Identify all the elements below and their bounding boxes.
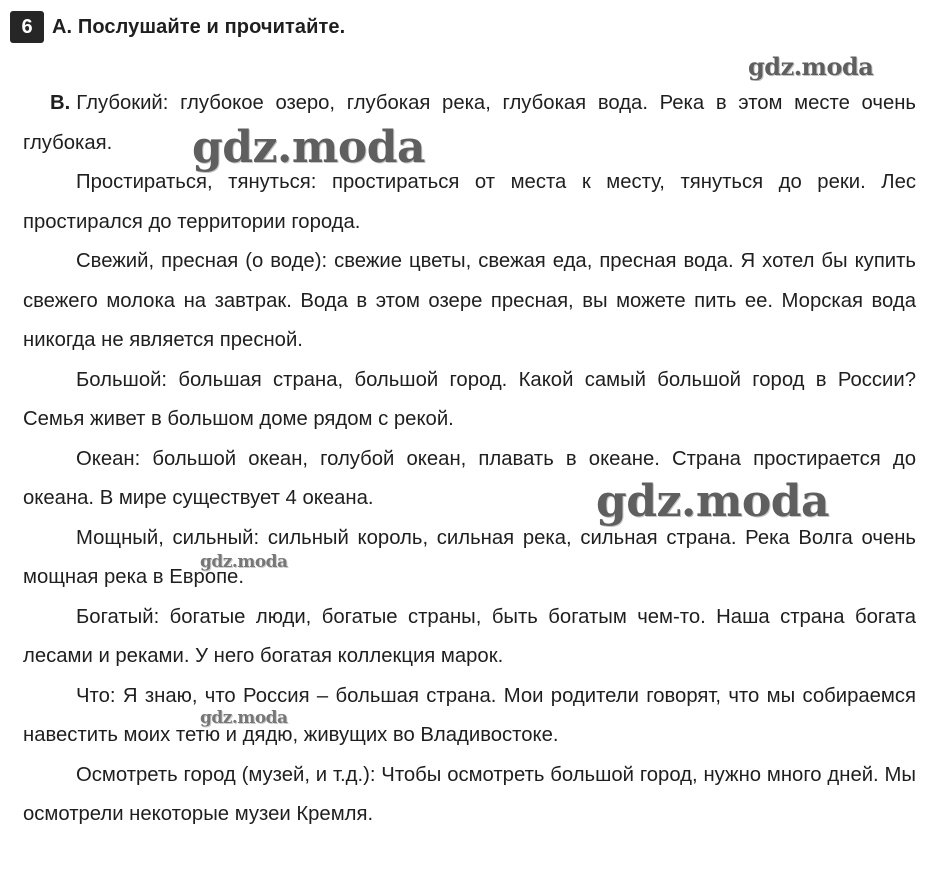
paragraph-powerful: Мощный, сильный: сильный король, сильная река, сильная страна. Река Волга очень мощная река в Европе. xyxy=(23,526,916,588)
paragraph-text: Глубокий: глубокое озеро, глубокая река, глубокая вода. Река в этом месте очень глубокая. xyxy=(23,92,916,154)
watermark: gdz.moda xyxy=(200,552,288,572)
exercise-header xyxy=(10,10,345,44)
paragraph-deep xyxy=(23,84,916,163)
section-label: В. xyxy=(50,92,71,114)
watermark: gdz.moda xyxy=(200,708,288,728)
paragraph-fresh: Свежий, пресная (о воде): свежие цветы, свежая еда, пресная вода. Я хотел бы купить свежего молока на завтрак. Вода в этом озере пресная, вы можете пить ее. Морская вода никогда не является пресной. xyxy=(23,250,916,351)
paragraph-rich: Богатый: богатые люди, богатые страны, быть богатым чем-то. Наша страна богата лесами и реками. У него богатая коллекция марок. xyxy=(23,605,916,667)
paragraph-stretch: Простираться, тянуться: простираться от места к месту, тянуться до реки. Лес простирался до территории города. xyxy=(23,171,916,233)
exercise-number-badge: 6 xyxy=(10,11,44,43)
paragraph-that: Что: Я знаю, что Россия – большая страна. Мои родители говорят, что мы собираемся навестить моих тетю и дядю, живущих во Владивостоке. xyxy=(23,684,916,746)
exercise-title: А. Послушайте и прочитайте. xyxy=(52,15,346,38)
watermark: gdz.moda xyxy=(192,122,426,173)
exercise-body xyxy=(23,84,916,835)
paragraph-sightseeing: Осмотреть город (музей, и т.д.): Чтобы осмотреть большой город, нужно много дней. Мы осмотрели некоторые музеи Кремля. xyxy=(23,763,916,825)
watermark: gdz.moda xyxy=(596,476,830,527)
paragraph-big: Большой: большая страна, большой город. Какой самый большой город в России? Семья живет в большом доме рядом с рекой. xyxy=(23,368,916,430)
paragraph-ocean: Океан: большой океан, голубой океан, плавать в океане. Страна простирается до океана. В мире существует 4 океана. xyxy=(23,447,916,509)
watermark: gdz.moda xyxy=(748,52,874,81)
